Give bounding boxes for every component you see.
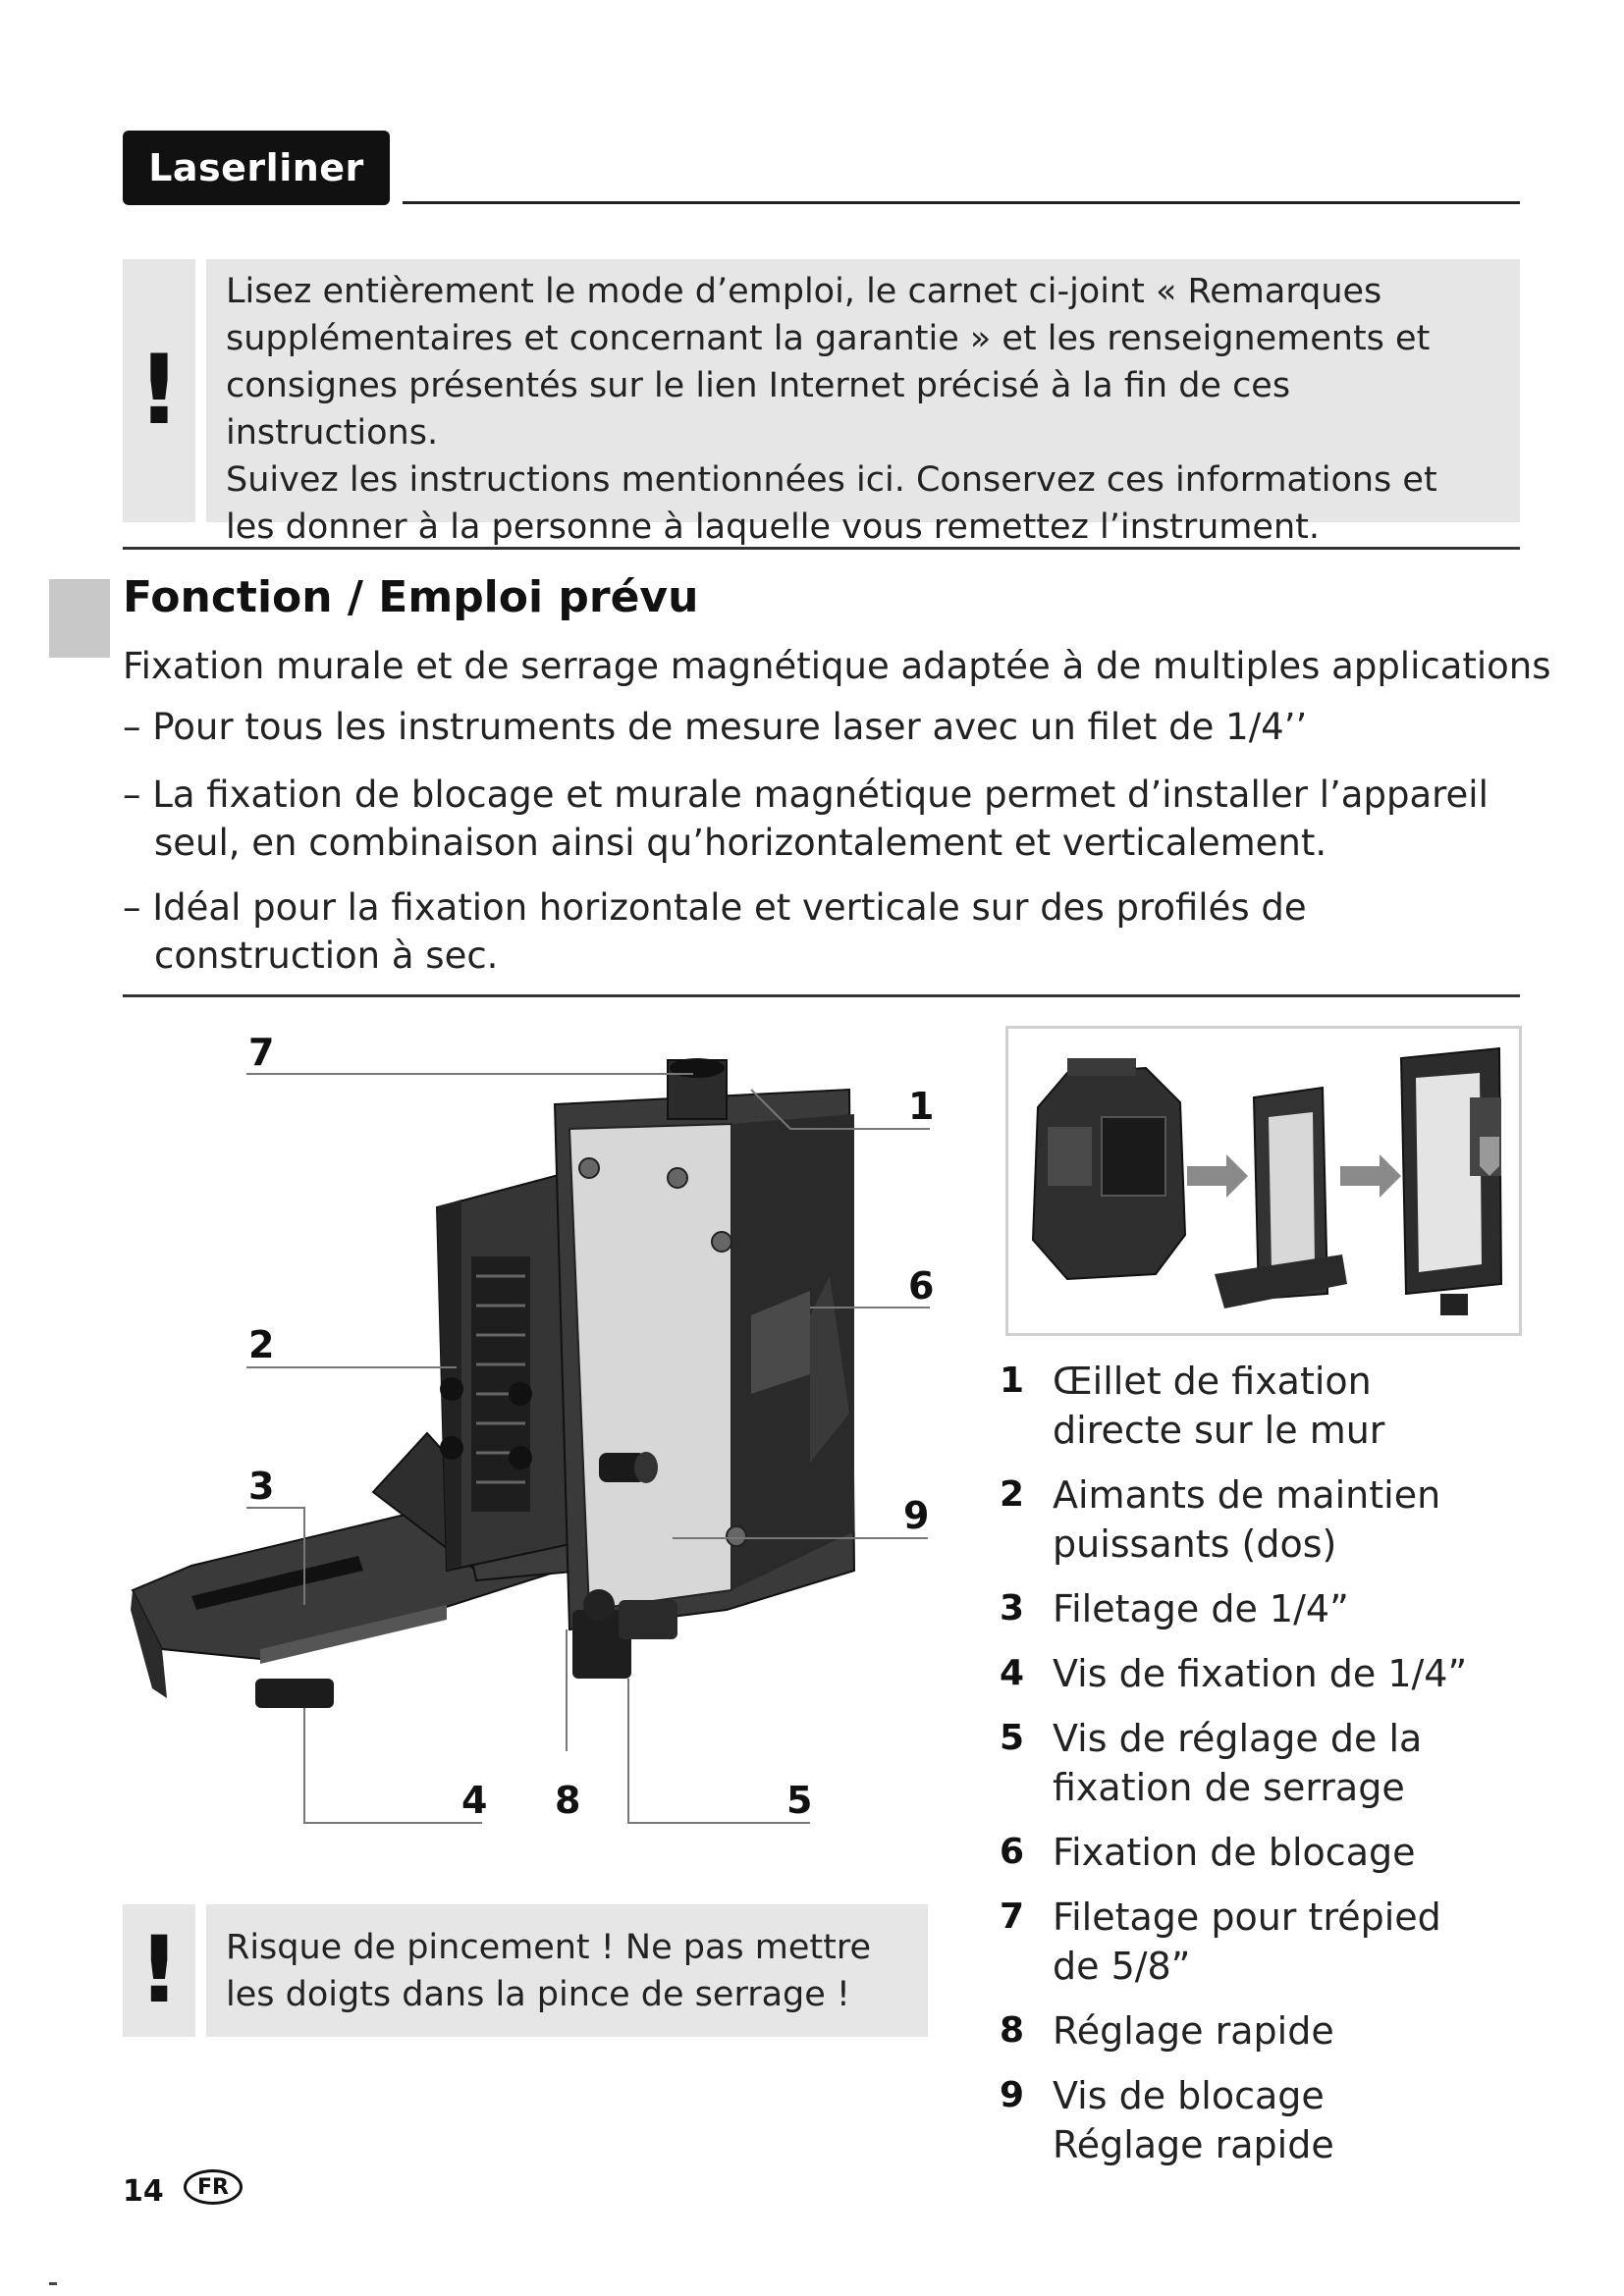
part-item <box>1000 1357 1530 1455</box>
part-line: Vis de fixation de 1/4” <box>1053 1652 1468 1695</box>
mount-mounted <box>1401 1048 1501 1315</box>
callout-4: 4 <box>461 1779 488 1822</box>
callout-2: 2 <box>248 1323 275 1366</box>
product-diagram <box>123 1021 947 1836</box>
callout-7: 7 <box>248 1031 275 1074</box>
section-heading: Fonction / Emploi prévu <box>123 572 699 622</box>
warning-line: les doigts dans la pince de serrage ! <box>226 1975 850 2014</box>
part-label <box>1053 1649 1467 1698</box>
part-number: 4 <box>1000 1653 1025 1693</box>
part-line: Réglage rapide <box>1053 2123 1334 2166</box>
brand-name: Laserliner <box>148 146 364 189</box>
parts-legend <box>1000 1357 1530 2185</box>
exclamation-icon <box>123 1904 195 2037</box>
part-number: 8 <box>1000 2010 1025 2051</box>
section-divider <box>123 994 1520 997</box>
warning-mark: ! <box>137 1917 181 2024</box>
callout-1: 1 <box>908 1085 935 1128</box>
part-line: Œillet de fixation <box>1053 1360 1372 1403</box>
bullet-line: seul, en combinaison ainsi qu’horizontalement et verticalement. <box>154 822 1327 864</box>
part-line: puissants (dos) <box>1053 1522 1337 1566</box>
part-label <box>1053 1470 1440 1569</box>
part-item <box>1000 1649 1530 1698</box>
part-line: Réglage rapide <box>1053 2009 1334 2053</box>
section-divider <box>123 547 1520 550</box>
section-intro: Fixation murale et de serrage magnétique adaptée à de multiples applications <box>123 645 1551 687</box>
part-number: 5 <box>1000 1718 1025 1758</box>
bullet-line: – La fixation de blocage et murale magnétique permet d’installer l’appareil <box>123 774 1489 816</box>
note-line: les donner à la personne à laquelle vous remettez l’instrument. <box>226 507 1321 547</box>
part-item <box>1000 1470 1530 1569</box>
arrow-right-icon <box>1340 1154 1401 1198</box>
clamp-frame <box>555 1058 854 1629</box>
arrow-right-icon <box>1187 1154 1248 1198</box>
part-number: 2 <box>1000 1474 1025 1515</box>
warning-line: Risque de pincement ! Ne pas mettre <box>226 1928 872 1967</box>
part-item <box>1000 2006 1530 2056</box>
exclamation-icon <box>123 259 195 522</box>
callout-6: 6 <box>908 1264 935 1308</box>
top-note-text <box>226 268 1512 551</box>
part-item <box>1000 1714 1530 1812</box>
part-label <box>1053 1893 1441 1991</box>
language-badge: FR <box>184 2169 243 2205</box>
part-label <box>1053 1714 1422 1812</box>
part-line: Filetage de 1/4” <box>1053 1587 1349 1630</box>
part-number: 9 <box>1000 2075 1025 2115</box>
bullet-item <box>123 883 1527 980</box>
part-item <box>1000 1584 1530 1633</box>
part-line: Vis de blocage <box>1053 2074 1325 2117</box>
bullet-line: construction à sec. <box>154 934 499 977</box>
part-label <box>1053 1357 1384 1455</box>
part-line: Fixation de blocage <box>1053 1831 1416 1874</box>
callout-9: 9 <box>903 1494 930 1537</box>
note-line: consignes présentés sur le lien Internet précisé à la fin de ces instructions. <box>226 366 1291 453</box>
part-line: Filetage pour trépied <box>1053 1896 1441 1939</box>
part-line: de 5/8” <box>1053 1945 1191 1988</box>
part-number: 7 <box>1000 1896 1025 1937</box>
part-line: Aimants de maintien <box>1053 1473 1441 1517</box>
warning-text <box>226 1924 923 2018</box>
part-label <box>1053 2071 1334 2169</box>
bullet-line: – Idéal pour la fixation horizontale et verticale sur des profilés de <box>123 886 1307 929</box>
part-number: 3 <box>1000 1588 1025 1629</box>
part-line: Vis de réglage de la <box>1053 1717 1423 1760</box>
mount-small <box>1215 1088 1347 1308</box>
laser-device <box>1033 1058 1185 1279</box>
page-number: 14 <box>123 2174 164 2209</box>
brand-logo <box>123 131 390 205</box>
part-line: directe sur le mur <box>1053 1409 1385 1452</box>
part-number: 1 <box>1000 1361 1025 1401</box>
note-line: Suivez les instructions mentionnées ici. Conservez ces informations et <box>226 460 1437 500</box>
bullet-line: – Pour tous les instruments de mesure laser avec un filet de 1/4’’ <box>123 706 1308 748</box>
callout-3: 3 <box>248 1465 275 1508</box>
part-item <box>1000 1893 1530 1991</box>
part-item <box>1000 1828 1530 1877</box>
note-line: supplémentaires et concernant la garantie » et les renseignements et <box>226 319 1431 358</box>
bullet-item <box>123 703 1527 751</box>
note-mark: ! <box>136 335 182 447</box>
bullet-item <box>123 771 1527 867</box>
part-line: fixation de serrage <box>1053 1766 1405 1809</box>
section-tab-marker <box>49 579 110 658</box>
note-line: Lisez entièrement le mode d’emploi, le carnet ci-joint « Remarques <box>226 272 1382 311</box>
part-item <box>1000 2071 1530 2169</box>
assembly-photo <box>1005 1026 1522 1336</box>
part-label <box>1053 2006 1334 2056</box>
callout-8: 8 <box>555 1779 581 1822</box>
part-label <box>1053 1828 1415 1877</box>
part-label <box>1053 1584 1349 1633</box>
header-rule <box>403 201 1520 204</box>
part-number: 6 <box>1000 1832 1025 1872</box>
footer-mark <box>49 2282 57 2285</box>
callout-5: 5 <box>786 1779 813 1822</box>
